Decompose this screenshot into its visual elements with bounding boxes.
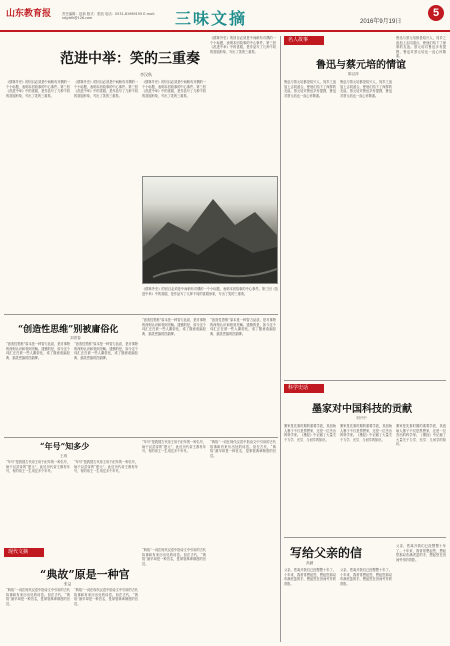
horizontal-divider — [4, 314, 278, 315]
creative-thinking-author: 刘青春 — [70, 336, 81, 340]
letter-column-2: 父亲，您离开我们已经整整十年了。十年来，我常常想起您，想起您那双布满老茧的手，想起您在田间劳作的背影。 — [340, 568, 392, 586]
issue-date: 2016年9月19日 — [360, 19, 402, 25]
nianhao-column-2: “年号”是我国古代帝王用于纪年的一种名号，始于汉武帝的“建元”，此后历代帝王都有年号，有的帝王一生用过多个年号。 — [74, 460, 138, 474]
main-article-title: 范进中举：笑的三重奏 — [60, 51, 200, 67]
page-header — [0, 0, 450, 32]
mountain-silhouette-icon — [143, 177, 277, 283]
nianhao-column-3: “年号”是我国古代帝王用于纪年的一种名号，始于汉武帝的“建元”，此后历代帝王都有年号，有的帝王一生用过多个年号。 — [142, 440, 206, 454]
dianku-column-1: “典故”一词在现代汉语中指诗文中引用的古代故事和有来历出处的词语。但在古代，“典故”最早却是一种官名，是掌管典章制度的官员。 — [6, 588, 70, 606]
mohist-column-1: 墨家是先秦时期的重要学派，其创始人墨子不仅是思想家，还是一位杰出的科学家。《墨经》中记载了大量关于力学、光学、几何学的知识。 — [284, 424, 336, 442]
creative-thinking-column-1: “创造性思维”原本是一种智力品质，是对事物的深刻认识和独到见解。遗憾的是，如今这个词汇正在被一些人庸俗化，成了随意改编经典、搞笑恶搞的挡箭牌。 — [6, 342, 70, 360]
photo-caption-text: 《儒林外史》的回目必须是中间稍有对偶的一个小标题，表明本回故事的中心事件。第三回《范进中举》中的喜剧，是作品写了几种不同的喜剧形象，写出了笑的三重奏。 — [142, 287, 278, 296]
mohist-column-3: 墨家是先秦时期的重要学派，其创始人墨子不仅是思想家，还是一位杰出的科学家。《墨经》中记载了大量关于力学、光学、几何学的知识。 — [396, 424, 446, 447]
main-article-column-3: 《儒林外史》的回目必须是中间稍有对偶的一个小标题，表明本回故事的中心事件。第三回《范进中举》中的喜剧，是作品写了几种不同的喜剧形象，写出了笑的三重奏。 — [142, 80, 206, 98]
mountain-photo — [142, 176, 278, 284]
main-article-column-2: 《儒林外史》的回目必须是中间稍有对偶的一个小标题，表明本回故事的中心事件。第三回《范进中举》中的喜剧，是作品写了几种不同的喜剧形象，写出了笑的三重奏。 — [74, 80, 138, 98]
newspaper-logo: 山东教育报 — [6, 9, 52, 19]
dianku-column-2: “典故”一词在现代汉语中指诗文中引用的古代故事和有来历出处的词语。但在古代，“典故”最早却是一种官名，是掌管典章制度的官员。 — [74, 588, 138, 606]
page-number: 5 — [428, 5, 444, 21]
main-article-author: 李汉秋 — [140, 72, 152, 77]
letter-title: 写给父亲的信 — [290, 546, 363, 560]
dianku-title: “典故”原是一种官 — [40, 568, 130, 581]
mohist-title: 墨家对中国科技的贡献 — [312, 404, 412, 415]
celebrity-story-band: 名人故事 — [284, 36, 324, 45]
mohist-column-2: 墨家是先秦时期的重要学派，其创始人墨子不仅是思想家，还是一位杰出的科学家。《墨经》中记载了大量关于力学、光学、几何学的知识。 — [340, 424, 392, 442]
dianku-column-3: “典故”一词在现代汉语中指诗文中引用的古代故事和有来历出处的词语。但在古代，“典故”最早却是一种官名，是掌管典章制度的官员。 — [142, 548, 206, 566]
creative-thinking-column-4: “创造性思维”原本是一种智力品质，是对事物的深刻认识和独到见解。遗憾的是，如今这个词汇正在被一些人庸俗化，成了随意改编经典、搞笑恶搞的挡箭牌。 — [210, 318, 276, 336]
luxun-column-1: 鲁迅与蔡元培都是绍兴人，同乡之谊加上志同道合，使他们结下了深厚的友谊。蔡元培对鲁迅多有提携，鲁迅对蔡元培也一直心怀敬重。 — [284, 80, 336, 98]
luxun-author: 陈汉萍 — [348, 72, 359, 76]
main-article-column-1: 《儒林外史》的回目必须是中间稍有对偶的一个小标题，表明本回故事的中心事件。第三回《范进中举》中的喜剧，是作品写了几种不同的喜剧形象，写出了笑的三重奏。 — [6, 80, 70, 98]
main-article-column-4: 《儒林外史》的回目必须是中间稍有对偶的一个小标题，表明本回故事的中心事件。第三回《范进中举》中的喜剧，是作品写了几种不同的喜剧形象，写出了笑的三重奏。 — [210, 36, 276, 54]
nianhao-column-1: “年号”是我国古代帝王用于纪年的一种名号，始于汉武帝的“建元”，此后历代帝王都有年号，有的帝王一生用过多个年号。 — [6, 460, 70, 474]
modern-digest-band: 现代文摘 — [4, 548, 44, 557]
creative-thinking-title: “创造性思维”别被庸俗化 — [18, 325, 119, 335]
creative-thinking-column-3: “创造性思维”原本是一种智力品质，是对事物的深刻认识和独到见解。遗憾的是，如今这个词汇正在被一些人庸俗化，成了随意改编经典、搞笑恶搞的挡箭牌。 — [142, 318, 206, 336]
dianku-author: 张益 — [64, 582, 72, 586]
letter-author: 高涵 — [306, 561, 314, 565]
section-title: 三味文摘 — [175, 9, 248, 28]
luxun-column-2: 鲁迅与蔡元培都是绍兴人，同乡之谊加上志同道合，使他们结下了深厚的友谊。蔡元培对鲁迅多有提携，鲁迅对蔡元培也一直心怀敬重。 — [340, 80, 392, 98]
science-history-band: 科学史话 — [284, 384, 324, 393]
vertical-divider — [280, 36, 281, 642]
horizontal-divider — [284, 537, 446, 538]
creative-thinking-column-2: “创造性思维”原本是一种智力品质，是对事物的深刻认识和独到见解。遗憾的是，如今这个词汇正在被一些人庸俗化，成了随意改编经典、搞笑恶搞的挡箭牌。 — [74, 342, 138, 360]
letter-column-1: 父亲，您离开我们已经整整十年了。十年来，我常常想起您，想起您那双布满老茧的手，想起您在田间劳作的背影。 — [284, 568, 336, 586]
mohist-author: 刘兴中 — [356, 416, 367, 420]
dianku-column-4: “典故”一词在现代汉语中指诗文中引用的古代故事和有来历出处的词语。但在古代，“典故”最早却是一种官名，是掌管典章制度的官员。 — [210, 440, 276, 458]
horizontal-divider — [284, 380, 446, 381]
horizontal-divider — [4, 437, 278, 438]
luxun-title: 鲁迅与蔡元培的情谊 — [316, 60, 406, 71]
luxun-column-3: 鲁迅与蔡元培都是绍兴人，同乡之谊加上志同道合，使他们结下了深厚的友谊。蔡元培对鲁迅多有提携，鲁迅对蔡元培也一直心怀敬重。 — [396, 36, 446, 59]
letter-column-3: 父亲，您离开我们已经整整十年了。十年来，我常常想起您，想起您那双布满老茧的手，想起您在田间劳作的背影。 — [396, 544, 446, 562]
editor-info: 责任编辑：赵新 版式：张凯 电话：0531-81989195 E-mail: sdjybfk@126.com — [62, 12, 155, 20]
nianhao-author: 王玥 — [60, 454, 68, 458]
nianhao-title: “年号”知多少 — [40, 441, 90, 451]
